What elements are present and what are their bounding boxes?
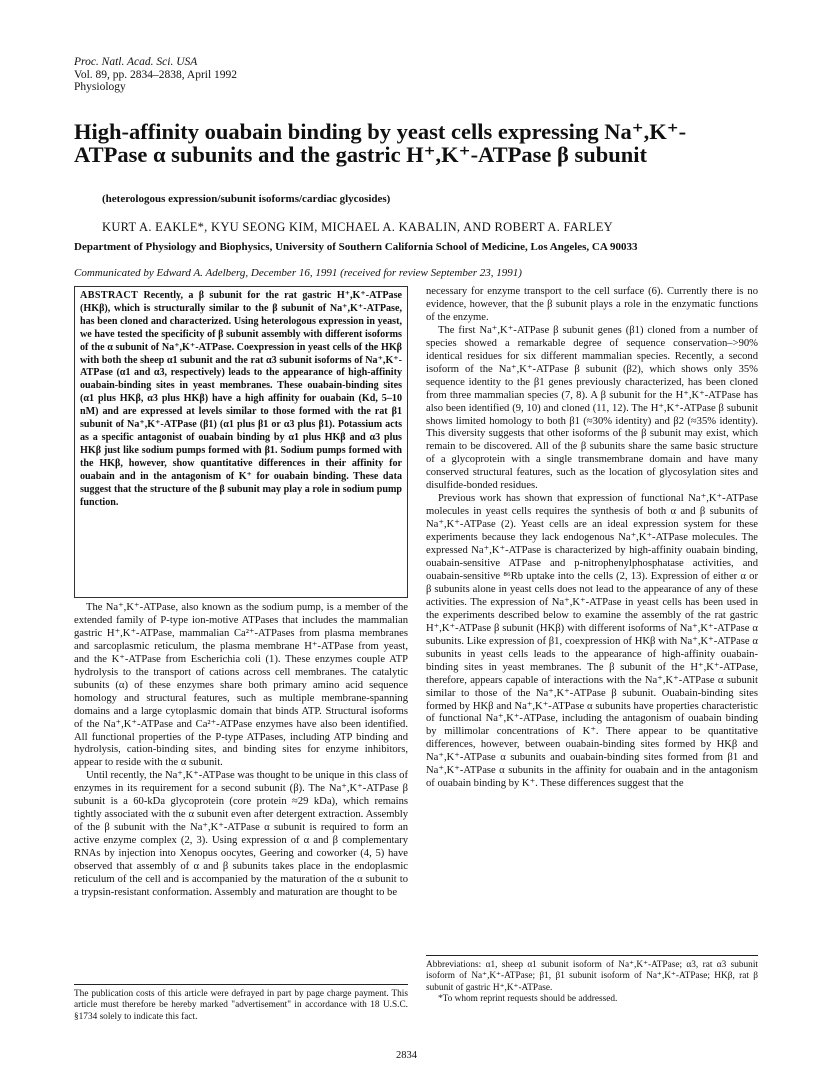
article-title: High-affinity ouabain binding by yeast cells expressing Na⁺,K⁺-ATPase α subunits and the gastric H⁺,K⁺-ATPase β subunit (74, 119, 687, 167)
journal-name: Proc. Natl. Acad. Sci. USA (74, 56, 198, 68)
abstract-label: ABSTRACT (80, 290, 139, 301)
section-name: Physiology (74, 81, 126, 93)
abbreviations-note: Abbreviations: α1, sheep α1 subunit isoform of Na⁺,K⁺-ATPase; α3, rat α3 subunit isoform of Na⁺,K⁺-ATPase; β1, β1 subunit isoform of Na⁺,K⁺-ATPase; HKβ, rat β subunit of gastric H⁺,K⁺-ATPase. (426, 960, 758, 993)
body-paragraph: Previous work has shown that expression of functional Na⁺,K⁺-ATPase molecules in yeast cells requires the synthesis of both α and β subunits of Na⁺,K⁺-ATPase (2). Yeast cells are an ideal expression system for these experiments because they lack endogenous Na⁺,K⁺-ATPase molecules. The expressed Na⁺,K⁺-ATPase is characterized by high-affinity ouabain binding, ouabain-sensitive ATPase and p-nitrophenylphosphatase activities, and ouabain-sensitive ⁸⁶Rb uptake into the cells (2, 13). Expression of either α or β subunits alone in yeast cells does not lead to the appearance of any of these activities. The expression of Na⁺,K⁺-ATPase in yeast cells has been used in the experiments described below to examine the assembly of the rat gastric H⁺,K⁺-ATPase β subunit (HKβ) with different isoforms of Na⁺,K⁺-ATPase α subunits. Like expression of β1, coexpression of HKβ with Na⁺,K⁺-ATPase α subunits in yeast cells leads to the appearance of high-affinity ouabain-binding sites in yeast membranes. The β subunit of the H⁺,K⁺-ATPase, therefore, appears capable of interactions with the Na⁺,K⁺-ATPase α subunit similar to those of the Na⁺,K⁺-ATPase β subunit. Ouabain-binding sites formed by HKβ and Na⁺,K⁺-ATPase α subunits have properties characteristic of functional Na⁺,K⁺-ATPase, including the antagonism of ouabain binding by millimolar concentrations of K⁺. There appear to be quantitative differences, however, between ouabain-binding sites formed by HKβ and Na⁺,K⁺-ATPase α subunits and ouabain-binding sites formed from β1 and Na⁺,K⁺-ATPase α subunits in the affinity for ouabain and in the antagonism of ouabain binding by K⁺. These differences suggest that the (426, 493, 758, 790)
volume-info: Vol. 89, pp. 2834–2838, April 1992 (74, 68, 238, 81)
article-keywords: (heterologous expression/subunit isoforms/cardiac glycosides) (102, 193, 391, 205)
right-column (426, 286, 758, 791)
body-paragraph: The first Na⁺,K⁺-ATPase β subunit genes (β1) cloned from a number of species showed a remarkable degree of sequence conservation–>90% identical residues for six different mammalian species. Recently, a second isoform of the Na⁺,K⁺-ATPase β subunit (β2), which shows only 35% sequence identity to the β1 genes previously characterized, has been cloned from three mammalian species (7, 8). A β subunit for the H⁺,K⁺-ATPase has also been identified (9, 10) and cloned (11, 12). The H⁺,K⁺-ATPase β subunit shows limited homology to both β1 (≈30% identity) and β2 (≈35% identity). This diversity suggests that other isoforms of the β subunit may exist, which remain to be discovered. All of the β subunits share the same basic structure of a glycoprotein with a single transmembrane domain and have many conserved structural features, such as the location of glycosylation sites and disulfide-bonded residues. (426, 324, 758, 492)
publication-cost-note: The publication costs of this article were defrayed in part by page charge payment. This article must therefore be hereby marked "advertisement" in accordance with 18 U.S.C. §1734 solely to indicate this fact. (74, 989, 408, 1022)
communicated-by: Communicated by Edward A. Adelberg, December 16, 1991 (received for review September 23, 1991) (74, 267, 522, 279)
footnote-divider-left (74, 984, 408, 985)
affiliation: Department of Physiology and Biophysics, University of Southern California School of Medicine, Los Angeles, CA 90033 (74, 241, 638, 253)
journal-header (74, 56, 237, 94)
left-column (74, 602, 408, 900)
footnote-divider-right (426, 955, 758, 956)
body-paragraph: The Na⁺,K⁺-ATPase, also known as the sodium pump, is a member of the extended family of P-type ion-motive ATPases that includes the mammalian gastric H⁺,K⁺-ATPase, mammalian Ca²⁺-ATPases from plasma membranes and sarcoplasmic reticulum, the plasma membrane H⁺-ATPase from yeast, and the K⁺-ATPase from Escherichia coli (1). These enzymes couple ATP hydrolysis to the transport of cations across cell membranes. The catalytic subunits (α) of these enzymes share both primary amino acid sequence homology and structural features, such as multiple membrane-spanning domains and a large cytoplasmic domain that binds ATP. Structural isoforms of the Na⁺,K⁺-ATPase and Ca²⁺-ATPase enzymes have also been identified. All functional properties of the P-type ATPases, including ATP binding and hydrolysis, cation-binding sites, and binding sites for enzyme inhibitors, appear to reside with the α subunit. (74, 602, 408, 769)
body-paragraph: Until recently, the Na⁺,K⁺-ATPase was thought to be unique in this class of enzymes in its requirement for a second subunit (β). The Na⁺,K⁺-ATPase β subunit is a 60-kDa glycoprotein (core protein ≈29 kDa), which remains tightly associated with the α subunit even after detergent extraction. Assembly of the β subunit with the Na⁺,K⁺-ATPase α subunit is required to form an active enzyme complex (2, 3). Using expression of α and β complementary RNAs by injection into Xenopus oocytes, Geering and coworker (4, 5) have observed that assembly of α and β subunits takes place in the endoplasmic reticulum of the cell and is accompanied by the maturation of the α subunit to a trypsin-resistant conformation. Assembly and maturation are thought to be (74, 770, 408, 898)
abstract (74, 286, 408, 598)
reprint-note: *To whom reprint requests should be addressed. (438, 994, 618, 1005)
abstract-text: Recently, a β subunit for the rat gastric H⁺,K⁺-ATPase (HKβ), which is structurally similar to the β subunit of Na⁺,K⁺-ATPase, has been cloned and characterized. Using heterologous expression in yeast, we have tested the specificity of β subunit assembly with different isoforms of the α subunit of Na⁺,K⁺-ATPase. Coexpression in yeast cells of the HKβ with both the sheep α1 subunit and the rat α3 subunit isoforms of Na⁺,K⁺-ATPase (α1 and α3, respectively) leads to the appearance of high-affinity ouabain-binding sites in yeast membranes. These ouabain-binding sites (α1 plus HKβ, α3 plus HKβ) have a high affinity for ouabain (Kd, 5–10 nM) and are expressed at levels similar to those formed with the rat β1 subunit of Na⁺,K⁺-ATPase (β1) (α1 plus β1 or α3 plus β1). Potassium acts as a specific antagonist of ouabain binding by α1 plus HKβ and α3 plus HKβ just like sodium pumps formed with β1. Sodium pumps formed with the HKβ, however, show quantitative differences in their affinity for ouabain and in the antagonism of K⁺ for ouabain binding. These data suggest that the structure of the β subunit may play a role in sodium pump function. (80, 290, 402, 508)
author-list: KURT A. EAKLE*, KYU SEONG KIM, MICHAEL A. KABALIN, AND ROBERT A. FARLEY (102, 220, 614, 234)
body-paragraph: necessary for enzyme transport to the cell surface (6). Currently there is no evidence, however, that the β subunit plays a role in the enzymatic functions of the enzyme. (426, 286, 758, 323)
page-number: 2834 (396, 1050, 417, 1061)
footnotes (426, 960, 758, 1006)
